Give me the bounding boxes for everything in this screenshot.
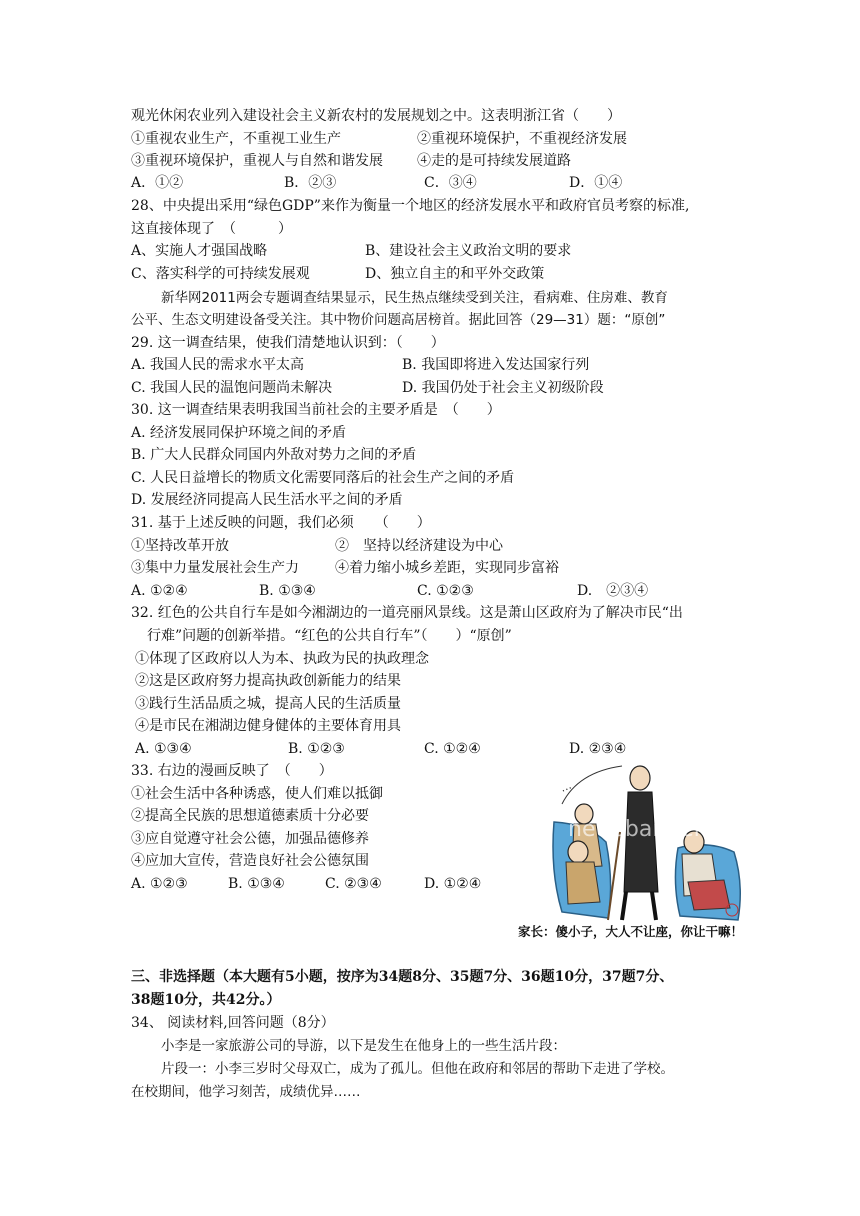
q28-option-a: A、实施人才强国战略 [131,243,268,259]
q32-stem-line1: 32. 红色的公共自行车是如今湘湖边的一道亮丽风景线。这是萧山区政府为了解决市民“出 [131,605,683,621]
q29-stem: 29. 这一调查结果，使我们清楚地认识到：（ ） [131,335,445,351]
q31-option-b: B. ①③④ [259,583,316,599]
q30-option-a: A. 经济发展同保护环境之间的矛盾 [131,425,347,441]
q34-paragraph-2: 片段一：小李三岁时父母双亡，成为了孤儿。但他在政府和邻居的帮助下走进了学校。 [161,1061,674,1077]
q33-option-c: C. ②③④ [325,876,382,892]
q32-item-2: ②这是区政府努力提高执政创新能力的结果 [135,673,401,689]
q27-statement-2: ②重视环境保护，不重视经济发展 [417,131,627,147]
svg-text:newsbanner: newsbanner [568,817,703,842]
cartoon-illustration [548,762,748,924]
q30-option-b: B. 广大人民群众同国内外敌对势力之间的矛盾 [131,447,417,463]
q27-statement-4: ④走的是可持续发展道路 [417,153,571,169]
q32-item-4: ④是市民在湘湖边健身健体的主要体育用具 [135,718,401,734]
q28-option-c: C、落实科学的可持续发展观 [131,266,310,282]
q29-option-c: C. 我国人民的温饱问题尚未解决 [131,380,333,396]
q29-option-d: D. 我国仍处于社会主义初级阶段 [402,380,604,396]
q31-option-c: C. ①②③ [417,583,474,599]
q34-paragraph-1: 小李是一家旅游公司的导游，以下是发生在他身上的一些生活片段： [161,1038,566,1054]
q27-stem-tail: 观光休闲农业列入建设社会主义新农村的发展规划之中。这表明浙江省（ ） [131,108,621,124]
q31-statement-1: ①坚持改革开放 [131,538,229,554]
q27-option-c: C．③④ [424,175,477,191]
q32-stem-line2: 行难”问题的创新举措。“红色的公共自行车”（ ）“原创” [147,628,512,644]
q27-option-d: D．①④ [569,175,623,191]
q30-option-c: C. 人民日益增长的物质文化需要同落后的社会生产之间的矛盾 [131,470,515,486]
q31-option-d: D. ②③④ [577,583,649,599]
q28-stem-line2: 这直接体现了 （ ） [131,221,292,237]
section3-heading-line2: 38题10分，共42分。） [131,992,281,1008]
q31-option-a: A. ①②④ [131,583,188,599]
q28-option-b: B、建设社会主义政治文明的要求 [365,243,572,259]
q27-option-a: A．①② [131,175,184,191]
q30-option-d: D. 发展经济同提高人民生活水平之间的矛盾 [131,492,403,508]
q32-option-b: B. ①②③ [288,741,345,757]
q27-statement-1: ①重视农业生产，不重视工业生产 [131,131,341,147]
q27-statement-3: ③重视环境保护，重视人与自然和谐发展 [131,153,383,169]
q29-option-a: A. 我国人民的需求水平太高 [131,357,305,373]
q32-option-d: D. ②③④ [569,741,627,757]
section3-heading-line1: 三、非选择题（本大题有5小题，按序为34题8分、35题7分、36题10分，37题7分、 [131,969,674,985]
q30-stem: 30. 这一调查结果表明我国当前社会的主要矛盾是 （ ） [131,402,501,418]
q32-option-a: A. ①③④ [135,741,192,757]
q27-option-b: B．②③ [284,175,337,191]
q34-stem: 34、 阅读材料,回答问题（8分） [131,1015,335,1031]
material-line1: 新华网2011两会专题调查结果显示，民生热点继续受到关注，看病难、住房难、教育 [161,290,668,306]
q31-statement-3: ③集中力量发展社会生产力 [131,560,299,576]
q34-paragraph-3: 在校期间，他学习刻苦，成绩优异…… [131,1084,361,1100]
q33-option-b: B. ①③④ [228,876,285,892]
q29-option-b: B. 我国即将进入发达国家行列 [402,357,590,373]
q33-option-a: A. ①②③ [131,876,188,892]
q33-item-1: ①社会生活中各种诱惑，使人们难以抵御 [131,786,383,802]
q28-option-d: D、独立自主的和平外交政策 [365,266,545,282]
q33-stem: 33. 右边的漫画反映了 （ ） [131,763,333,779]
cartoon-caption: 家长：傻小子，大人不让座，你让干嘛！ [518,924,744,939]
q31-statement-4: ④着力缩小城乡差距，实现同步富裕 [335,560,559,576]
q33-option-d: D. ①②④ [424,876,482,892]
q31-stem: 31. 基于上述反映的问题，我们必须 （ ） [131,515,431,531]
q33-item-4: ④应加大宣传，营造良好社会公德氛围 [131,853,369,869]
q32-item-3: ③践行生活品质之城，提高人民的生活质量 [135,696,401,712]
q31-statement-2: ② 坚持以经济建设为中心 [335,538,503,554]
q33-item-3: ③应自觉遵守社会公德，加强品德修养 [131,831,369,847]
q28-stem-line1: 28、中央提出采用“绿色GDP”来作为衡量一个地区的经济发展水平和政府官员考察的标准, [131,198,690,214]
svg-text:…: … [558,778,574,795]
material-line2: 公平、生态文明建设备受关注。其中物价问题高居榜首。据此回答（29—31）题：“原创” [131,312,666,328]
q33-item-2: ②提高全民族的思想道德素质十分必要 [131,808,369,824]
q32-item-1: ①体现了区政府以人为本、执政为民的执政理念 [135,651,429,667]
q32-option-c: C. ①②④ [424,741,481,757]
